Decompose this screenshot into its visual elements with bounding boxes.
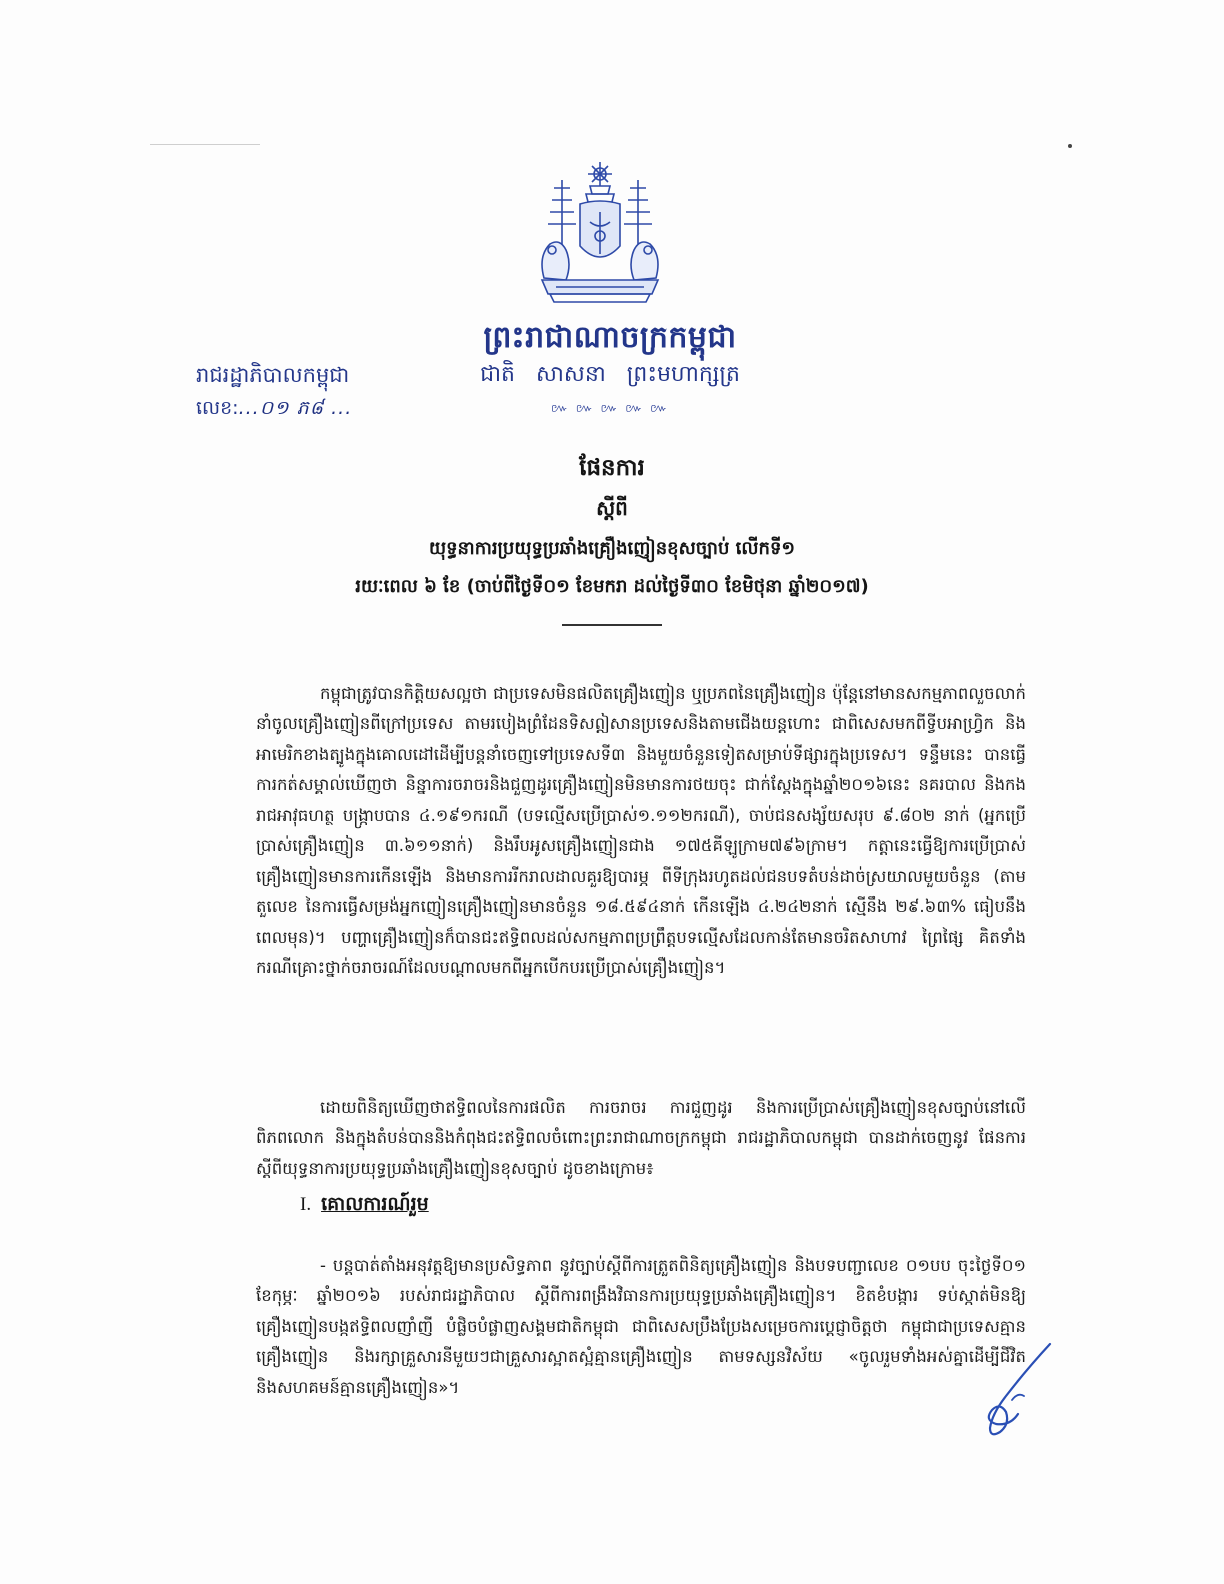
royal-coat-of-arms-icon [526,160,674,308]
paragraph-principles: - បន្តបាត់តាំងអនុវត្តឱ្យមានប្រសិទ្ធភាព នូវច្បាប់ស្តីពីការត្រួតពិនិត្យគ្រឿងញៀន និងបទបញ្ជាលេខ ០១បប ចុះថ្ងៃទី០១ ខែកុម្ភៈ ឆ្នាំ២០១៦ របស់រាជរដ្ឋាភិបាល ស្តីពីការពង្រឹងវិធានការប្រយុទ្ធប្រឆាំងគ្រឿងញៀន។ ខិតខំបង្ការ ទប់ស្កាត់មិនឱ្យគ្រឿងញៀនបង្កឥទ្ធិពលញាំញី បំផ្លិចបំផ្លាញសង្គមជាតិកម្ពុជា ជាពិសេសប្រឹងប្រែងសម្រេចការប្តេជ្ញាចិត្តថា កម្ពុជាជាប្រទេសគ្មានគ្រឿងញៀន និងរក្សាគ្រួសារនីមួយៗជាគ្រួសារស្អាតស្អំគ្មានគ្រឿងញៀន តាមទស្សនវិស័យ «ចូលរួមទាំងអស់គ្នាដើម្បីជីវិត និងសហគមន៍គ្មានគ្រឿងញៀន»។ [256,1255,1026,1397]
document-number-value: ...០១ ភ៨ ... [238,397,353,419]
section-heading [300,1192,800,1220]
title-divider [562,624,662,626]
section-number: I. [300,1194,312,1215]
plan-title: ផែនការ [579,455,645,481]
handwritten-signature-icon [970,1340,1054,1440]
scan-dot [1068,144,1072,148]
document-number-label: លេខ: [196,397,239,419]
paragraph-context: កម្ពុជាត្រូវបានកិត្តិយសល្អថា ជាប្រទេសមិនផលិតគ្រឿងញៀន ឬប្រភពនៃគ្រឿងញៀន ប៉ុន្តែនៅមានសកម្មភាពលួចលាក់នាំចូលគ្រឿងញៀនពីក្រៅប្រទេស តាមរបៀងព្រំដែនទិសឦសានប្រទេសនិងតាមជើងយន្តហោះ ជាពិសេសមកពីទ្វីបអាហ្វ្រិក និងអាមេរិកខាងត្បូងក្នុងគោលដៅដើម្បីបន្តនាំចេញទៅប្រទេសទី៣ និងមួយចំនួនទៀតសម្រាប់ទីផ្សារក្នុងប្រទេស។ ទន្ទឹមនេះ បានធ្វើការកត់សម្គាល់ឃើញថា និន្នាការចរាចរនិងជួញដូរគ្រឿងញៀនមិនមានការថយចុះ ជាក់ស្តែងក្នុងឆ្នាំ២០១៦នេះ នគរបាល និងកងរាជអាវុធហត្ថ បង្ក្រាបបាន ៤.១៩១ករណី (បទល្មើសប្រើប្រាស់១.១១២ករណី), ចាប់ជនសង្ស័យសរុប ៩.៨០២ នាក់ (អ្នកប្រើប្រាស់គ្រឿងញៀន ៣.៦១១នាក់) និងរឹបអូសគ្រឿងញៀនជាង ១៧៥គីឡូក្រាម៧៩៦ក្រាម។ កត្តានេះធ្វើឱ្យការប្រើប្រាស់គ្រឿងញៀនមានការកើនឡើង និងមានការរីករាលដាលគួរឱ្យបារម្ភ ពីទីក្រុងរហូតដល់ជនបទតំបន់ដាច់ស្រយាលមួយចំនួន (តាមតួលេខ នៃការធ្វើសម្រង់អ្នកញៀនគ្រឿងញៀនមានចំនួន ១៨.៥៩៤នាក់ កើនឡើង ៤.២៤២នាក់ ស្មើនឹង ២៩.៦៣% ធៀបនឹងពេលមុន)។ បញ្ហាគ្រឿងញៀនក៏បានជះឥទ្ធិពលដល់សកម្មភាពប្រព្រឹត្តបទល្មើសដែលកាន់តែមានចរិតសាហាវ ព្រៃផ្សៃ គិតទាំងករណីគ្រោះថ្នាក់ចរាចរណ៍ដែលបណ្តាលមកពីអ្នកបើកបរប្រើប្រាស់គ្រឿងញៀន។ [256,683,1026,977]
paragraph-rationale: ដោយពិនិត្យឃើញថាឥទ្ធិពលនៃការផលិត ការចរាចរ ការជួញដូរ និងការប្រើប្រាស់គ្រឿងញៀនខុសច្បាប់នៅលើពិភពលោក និងក្នុងតំបន់បាននិងកំពុងជះឥទ្ធិពលចំពោះព្រះរាជាណាចក្រកម្ពុជា រាជរដ្ឋាភិបាលកម្ពុជា បានដាក់ចេញនូវ ផែនការស្តីពីយុទ្ធនាការប្រយុទ្ធប្រឆាំងគ្រឿងញៀនខុសច្បាប់ ដូចខាងក្រោម៖ [256,1097,1026,1178]
kingdom-title: ព្រះរាជាណាចក្រកម្ពុជា [483,320,737,355]
plan-subject: យុទ្ធនាការប្រយុទ្ធប្រឆាំងគ្រឿងញៀនខុសច្បាប់ លើកទី១ [428,538,795,559]
national-motto: ជាតិ សាសនា ព្រះមហាក្សត្រ [480,362,740,387]
document-number [196,396,446,424]
motto-ornament: ៚ ៚ ៚ ៚ ៚ [550,401,670,415]
issuing-government: រាជរដ្ឋាភិបាលកម្ពុជា [196,363,350,387]
scan-mark [150,144,260,145]
section-title: គោលការណ៍រួម [321,1193,429,1215]
plan-about: ស្ដីពី [596,496,628,520]
plan-period: រយៈពេល ៦ ខែ (ចាប់ពីថ្ងៃទី០១ ខែមករា ដល់ថ្ងៃទី៣០ ខែមិថុនា ឆ្នាំ២០១៧) [355,576,869,597]
